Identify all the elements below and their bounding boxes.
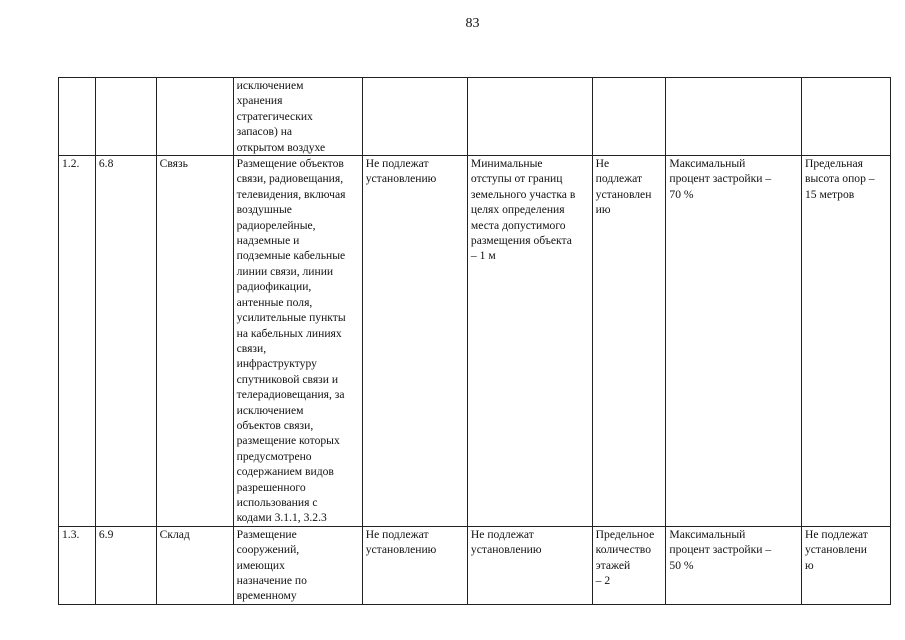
cell-floors: Предельное количество этажей – 2 (592, 526, 666, 604)
cell-number: 1.2. (59, 156, 96, 527)
page-number: 83 (465, 16, 480, 31)
cell-setbacks: Минимальные отступы от границ земельного участка в целях определения места допустимого размещения объекта – 1 м (467, 156, 592, 527)
cell-name (156, 78, 233, 156)
zoning-table (58, 77, 891, 605)
cell-coverage: Максимальный процент застройки – 70 % (666, 156, 802, 527)
cell-setbacks (467, 78, 592, 156)
cell-coverage (666, 78, 802, 156)
cell-description: Размещение сооружений, имеющих назначение по временному (233, 526, 362, 604)
cell-description: исключением хранения стратегических запасов) на открытом воздухе (233, 78, 362, 156)
cell-min-area (362, 78, 467, 156)
cell-description: Размещение объектов связи, радиовещания, телевидения, включая воздушные радиорелейные, надземные и подземные кабельные линии связи, линии радиофикации, антенные поля, усилительные пункты на кабельных линиях связи, инфраструктуру спутниковой связи и телерадиовещания, за исключением объектов связи, размещение которых предусмотрено содержанием видов разрешенного использования с кодами 3.1.1, 3.2.3 (233, 156, 362, 527)
cell-min-area: Не подлежат установлению (362, 156, 467, 527)
cell-code (95, 78, 156, 156)
cell-min-area: Не подлежат установлению (362, 526, 467, 604)
cell-height: Предельная высота опор – 15 метров (801, 156, 890, 527)
table-row (59, 526, 891, 604)
cell-height: Не подлежат установлени ю (801, 526, 890, 604)
cell-number: 1.3. (59, 526, 96, 604)
cell-height (801, 78, 890, 156)
cell-coverage: Максимальный процент застройки – 50 % (666, 526, 802, 604)
cell-code: 6.9 (95, 526, 156, 604)
cell-name: Склад (156, 526, 233, 604)
table-row (59, 78, 891, 156)
cell-floors (592, 78, 666, 156)
cell-number (59, 78, 96, 156)
cell-code: 6.8 (95, 156, 156, 527)
table-row (59, 156, 891, 527)
cell-name: Связь (156, 156, 233, 527)
cell-setbacks: Не подлежат установлению (467, 526, 592, 604)
cell-floors: Не подлежат установлен ию (592, 156, 666, 527)
